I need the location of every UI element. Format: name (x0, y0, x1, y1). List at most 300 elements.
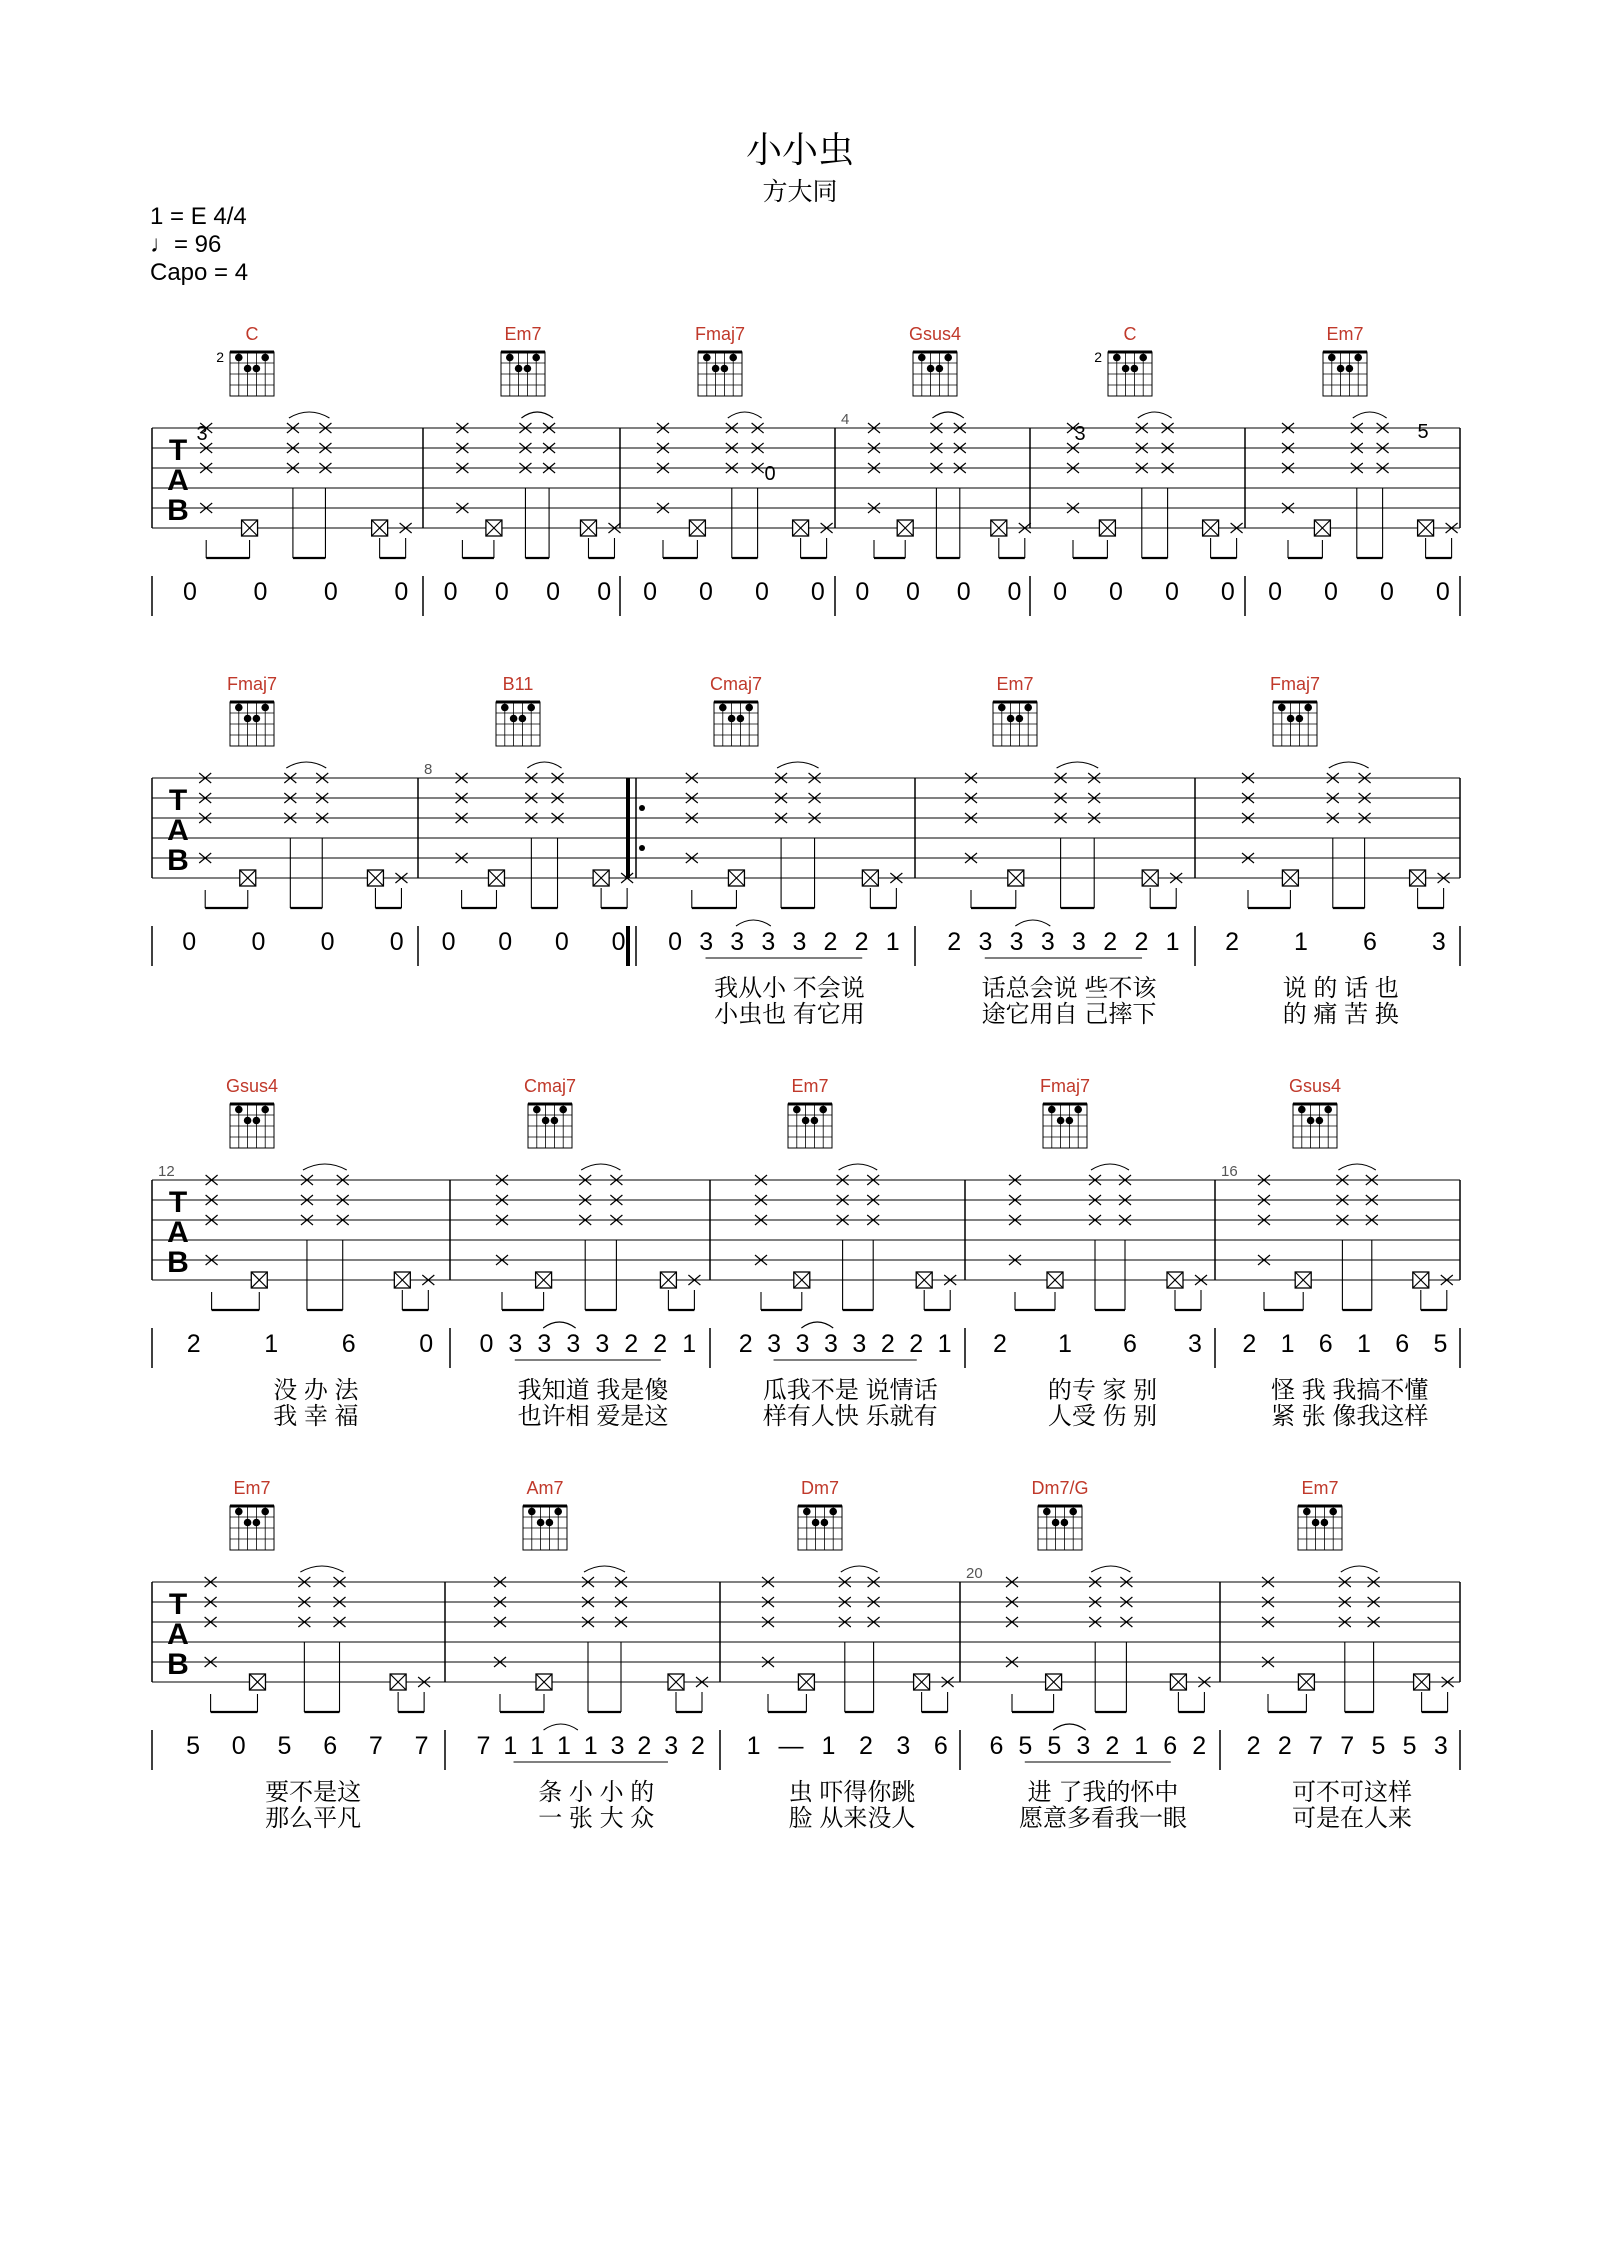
numbered-note: 2 (993, 1330, 1007, 1358)
muted-strum (249, 1674, 265, 1690)
numbered-note: 3 (823, 1330, 838, 1358)
chord-name: Em7 (233, 1478, 271, 1498)
lyric-line-1: 没 办 法 (273, 1377, 359, 1404)
numbered-note: 0 (1109, 578, 1123, 606)
muted-strum (1099, 520, 1115, 536)
chord-finger-dot (1321, 1519, 1329, 1527)
numbered-note: 0 (479, 1330, 494, 1358)
chord-finger-dot (1298, 1106, 1306, 1114)
numbered-note: 0 (389, 928, 404, 956)
muted-strum (1295, 1272, 1311, 1288)
tie-arc (1015, 920, 1050, 926)
chord-finger-dot (1328, 354, 1336, 362)
lyric-line-2: 可是在人来 (1292, 1805, 1412, 1832)
chord-finger-dot (1278, 704, 1286, 712)
tab-fret-number: 3 (1074, 423, 1086, 445)
numbered-note: 5 (1371, 1732, 1386, 1760)
numbered-note: 2 (1103, 928, 1118, 956)
lyric-line-2: 那么平凡 (265, 1805, 362, 1832)
chord-finger-dot (551, 1117, 559, 1125)
muted-strum (897, 520, 913, 536)
muted-strum (1167, 1272, 1183, 1288)
tab-system (152, 324, 1460, 616)
lyric-line-2: 也许相 爱是这 (517, 1403, 669, 1430)
numbered-note: 0 (1053, 578, 1068, 606)
lyric-line-1: 话总会说 些不该 (981, 975, 1157, 1002)
chord-finger-dot (1024, 704, 1032, 712)
numbered-note: 3 (566, 1330, 581, 1358)
numbered-note: 3 (1076, 1732, 1091, 1760)
muted-strum (1008, 870, 1024, 886)
chord-diagram (230, 702, 274, 746)
chord-finger-dot (1052, 1519, 1060, 1527)
chord-start-fret: 2 (1094, 349, 1102, 365)
tie-arc (581, 1164, 620, 1170)
numbered-note: 0 (546, 578, 560, 606)
chord-finger-dot (244, 1519, 252, 1527)
tab-clef-letter: B (167, 494, 189, 527)
tab-fret-number: 0 (764, 463, 776, 485)
lyric-line-1: 怪 我 我搞不懂 (1271, 1377, 1429, 1404)
chord-finger-dot (712, 365, 720, 373)
tab-clef-letter: A (167, 1618, 189, 1651)
numbered-note: 6 (933, 1732, 948, 1760)
numbered-note: 3 (792, 928, 807, 956)
chord-name: Em7 (996, 674, 1034, 694)
numbered-note: 2 (909, 1330, 924, 1358)
numbered-note: 0 (906, 578, 920, 606)
tab-clef-letter: B (167, 844, 189, 877)
numbered-note: 1 (885, 928, 900, 956)
numbered-note: 3 (595, 1330, 610, 1358)
numbered-note: — (778, 1732, 804, 1760)
chord-finger-dot (253, 365, 261, 373)
muted-strum (991, 520, 1007, 536)
muted-strum (1203, 520, 1219, 536)
tie-arc (728, 412, 762, 418)
chord-finger-dot (524, 365, 532, 373)
muted-strum (793, 520, 809, 536)
numbered-note: 0 (231, 1732, 246, 1760)
chord-finger-dot (1346, 365, 1354, 373)
numbered-note: 0 (182, 928, 197, 956)
muted-strum (536, 1674, 552, 1690)
numbered-note: 1 (1165, 928, 1180, 956)
tab-clef-letter: B (167, 1648, 189, 1681)
chord-finger-dot (235, 1508, 243, 1516)
chord-finger-dot (811, 1117, 819, 1125)
numbered-note: 3 (1009, 928, 1024, 956)
chord-finger-dot (1337, 365, 1345, 373)
tie-arc (544, 1724, 578, 1730)
tie-arc (543, 1322, 575, 1328)
numbered-note: 2 (880, 1330, 895, 1358)
lyric-line-1: 进 了我的怀中 (1027, 1779, 1179, 1806)
muted-strum (593, 870, 609, 886)
chord-diagram (230, 352, 274, 396)
numbered-note: 1 (503, 1732, 518, 1760)
capo-marking: Capo = 4 (150, 259, 249, 286)
tie-arc (932, 412, 963, 418)
tie-arc (841, 1566, 878, 1572)
numbered-note: 2 (691, 1732, 705, 1760)
repeat-dot (639, 845, 645, 851)
lyric-line-2: 样有人快 乐就有 (762, 1403, 938, 1430)
tab-fret-number: 5 (1417, 421, 1429, 443)
numbered-note: 6 (341, 1330, 356, 1358)
numbered-note: 3 (978, 928, 993, 956)
tempo-marking: ♩= 96 (150, 231, 222, 258)
chord-finger-dot (527, 704, 535, 712)
chord-name: Dm7/G (1031, 1478, 1089, 1498)
numbered-note: 6 (1318, 1330, 1333, 1358)
chord-diagram (501, 352, 545, 396)
muted-strum (798, 1674, 814, 1690)
tie-arc (303, 1164, 347, 1170)
lyric-line-1: 瓜我不是 说情话 (762, 1377, 938, 1404)
chord-diagram (1323, 352, 1367, 396)
numbered-note: 3 (896, 1732, 911, 1760)
muted-strum (660, 1272, 676, 1288)
muted-strum (367, 870, 383, 886)
chord-finger-dot (546, 1519, 554, 1527)
numbered-note: 3 (795, 1330, 810, 1358)
numbered-note: 0 (182, 578, 197, 606)
numbered-note: 2 (624, 1330, 639, 1358)
tab-systems (152, 324, 1460, 1832)
numbered-note: 2 (186, 1330, 201, 1358)
chord-finger-dot (944, 354, 952, 362)
chord-finger-dot (510, 715, 518, 723)
tie-arc (777, 762, 818, 768)
chord-name: Gsus4 (225, 1076, 279, 1096)
chord-diagram (714, 702, 758, 746)
chord-finger-dot (253, 1519, 261, 1527)
tab-clef-letter: T (168, 1186, 188, 1219)
artist-name: 方大同 (762, 178, 838, 206)
numbered-note: 2 (738, 1330, 753, 1358)
chord-finger-dot (506, 354, 514, 362)
chord-finger-dot (528, 1508, 536, 1516)
chord-finger-dot (261, 1508, 269, 1516)
tie-arc (1353, 412, 1387, 418)
chord-diagram (913, 352, 957, 396)
chord-finger-dot (1043, 1508, 1051, 1516)
chord-name: B11 (502, 674, 534, 694)
chord-finger-dot (1287, 715, 1295, 723)
tie-arc (1091, 1566, 1130, 1572)
numbered-note: 1 (1134, 1732, 1149, 1760)
numbered-note: 5 (1402, 1732, 1417, 1760)
lyric-line-1: 我知道 我是傻 (517, 1377, 669, 1404)
numbered-note: 6 (323, 1732, 338, 1760)
muted-strum (394, 1272, 410, 1288)
chord-finger-dot (728, 715, 736, 723)
chord-finger-dot (1304, 704, 1312, 712)
muted-strum (668, 1674, 684, 1690)
muted-strum (794, 1272, 810, 1288)
chord-finger-dot (533, 1106, 541, 1114)
lyric-line-2: 愿意多看我一眼 (1019, 1805, 1187, 1832)
chord-name: Em7 (1326, 324, 1364, 344)
chord-name: Fmaj7 (1039, 1076, 1091, 1096)
numbered-note: 3 (610, 1732, 625, 1760)
chord-finger-dot (918, 354, 926, 362)
chord-diagram (993, 702, 1037, 746)
tab-clef-letter: T (168, 784, 188, 817)
chord-diagram (1108, 352, 1152, 396)
tab-clef-letter: B (167, 1246, 189, 1279)
chord-finger-dot (1048, 1106, 1056, 1114)
chord-name: Gsus4 (1288, 1076, 1342, 1096)
chord-finger-dot (1069, 1508, 1077, 1516)
tie-arc (736, 920, 771, 926)
numbered-note: 2 (854, 928, 869, 956)
numbered-note: 3 (664, 1732, 679, 1760)
chord-finger-dot (927, 365, 935, 373)
chord-finger-dot (721, 365, 729, 373)
chord-finger-dot (745, 704, 753, 712)
lyric-line-1: 可不可这样 (1292, 1779, 1412, 1806)
chord-finger-dot (812, 1519, 820, 1527)
numbered-note: 7 (1309, 1732, 1323, 1760)
chord-name: Em7 (1301, 1478, 1339, 1498)
tie-arc (1341, 1566, 1378, 1572)
chord-finger-dot (737, 715, 745, 723)
chord-name: Cmaj7 (523, 1076, 577, 1096)
numbered-note: 3 (1040, 928, 1055, 956)
lyric-line-2: 紧 张 像我这样 (1271, 1403, 1429, 1430)
numbered-note: 0 (1379, 578, 1394, 606)
bar-number: 16 (1221, 1163, 1238, 1180)
lyric-line-2: 一 张 大 众 (538, 1805, 655, 1832)
tie-arc (300, 1566, 343, 1572)
bar-number: 20 (966, 1565, 983, 1582)
chord-diagram (1038, 1506, 1082, 1550)
numbered-note: 0 (1324, 578, 1338, 606)
numbered-note: 1 (1357, 1330, 1371, 1358)
numbered-note: 0 (494, 578, 509, 606)
numbered-note: 0 (1007, 578, 1022, 606)
numbered-note: 3 (1431, 928, 1446, 956)
numbered-note: 0 (855, 578, 870, 606)
chord-finger-dot (1296, 715, 1304, 723)
chord-start-fret: 2 (216, 349, 224, 365)
numbered-note: 0 (1268, 578, 1283, 606)
numbered-note: 2 (1246, 1732, 1261, 1760)
chord-finger-dot (532, 354, 540, 362)
numbered-note: 2 (1105, 1732, 1120, 1760)
numbered-note: 3 (699, 928, 714, 956)
chord-finger-dot (1007, 715, 1015, 723)
numbered-note: 1 (583, 1732, 598, 1760)
numbered-note: 1 (1294, 928, 1308, 956)
chord-finger-dot (1324, 1106, 1332, 1114)
tie-arc (527, 762, 561, 768)
numbered-note: 0 (498, 928, 513, 956)
numbered-note: 3 (761, 928, 776, 956)
numbered-note: 6 (989, 1732, 1004, 1760)
chord-finger-dot (519, 715, 527, 723)
chord-name: Cmaj7 (709, 674, 763, 694)
muted-strum (486, 520, 502, 536)
numbered-note: 6 (1123, 1330, 1137, 1358)
chord-finger-dot (244, 1117, 252, 1125)
numbered-note: 5 (1047, 1732, 1062, 1760)
numbered-note: 0 (419, 1330, 434, 1358)
chord-finger-dot (998, 704, 1006, 712)
chord-finger-dot (1131, 365, 1139, 373)
muted-strum (728, 870, 744, 886)
chord-diagram (1293, 1104, 1337, 1148)
chord-finger-dot (235, 1106, 243, 1114)
numbered-note: 2 (1277, 1732, 1292, 1760)
muted-strum (1282, 870, 1298, 886)
chord-name: Dm7 (800, 1478, 840, 1498)
chord-finger-dot (1016, 715, 1024, 723)
tab-system (152, 674, 1460, 1028)
chord-finger-dot (1074, 1106, 1082, 1114)
chord-finger-dot (793, 1106, 801, 1114)
tie-arc (584, 1566, 625, 1572)
numbered-note: 3 (1188, 1330, 1202, 1358)
numbered-note: 1 (264, 1330, 279, 1358)
numbered-note: 0 (754, 578, 769, 606)
numbered-note: 1 (746, 1732, 761, 1760)
tie-arc (1057, 762, 1099, 768)
numbered-note: 0 (1435, 578, 1450, 606)
numbered-note: 0 (668, 928, 683, 956)
repeat-dot (639, 805, 645, 811)
numbered-note: 2 (1225, 928, 1240, 956)
numbered-note: 0 (253, 578, 268, 606)
tie-arc (1053, 1724, 1085, 1730)
muted-strum (1314, 520, 1330, 536)
numbered-note: 0 (320, 928, 335, 956)
tie-arc (1091, 1164, 1129, 1170)
chord-finger-dot (1066, 1117, 1074, 1125)
song-title: 小小虫 (745, 129, 855, 170)
chord-finger-dot (1057, 1117, 1065, 1125)
lyric-line-1: 说 的 话 也 (1282, 975, 1399, 1002)
chord-name: Fmaj7 (226, 674, 278, 694)
lyric-line-2: 脸 从来没人 (788, 1805, 916, 1832)
numbered-note: 7 (476, 1732, 491, 1760)
chord-finger-dot (1307, 1117, 1315, 1125)
chord-name: Gsus4 (908, 324, 962, 344)
numbered-note: 0 (1164, 578, 1179, 606)
numbered-note: 0 (597, 578, 612, 606)
chord-finger-dot (821, 1519, 829, 1527)
muted-strum (1046, 1674, 1062, 1690)
lyric-line-1: 我从小 不会说 (714, 975, 865, 1002)
muted-strum (1298, 1674, 1314, 1690)
numbered-note: 2 (823, 928, 838, 956)
tie-arc (801, 1322, 833, 1328)
muted-strum (390, 1674, 406, 1690)
numbered-note: 1 (1280, 1330, 1295, 1358)
numbered-note: 1 (821, 1732, 836, 1760)
chord-finger-dot (501, 704, 509, 712)
numbered-note: 2 (1192, 1732, 1207, 1760)
chord-finger-dot (253, 715, 261, 723)
numbered-note: 6 (1395, 1330, 1410, 1358)
chord-finger-dot (515, 365, 523, 373)
muted-strum (372, 520, 388, 536)
chord-diagram (788, 1104, 832, 1148)
muted-strum (862, 870, 878, 886)
numbered-note: 0 (251, 928, 266, 956)
chord-finger-dot (819, 1106, 827, 1114)
muted-strum (1418, 520, 1434, 536)
numbered-note: 0 (1220, 578, 1235, 606)
lyric-line-2: 人受 伤 别 (1047, 1403, 1158, 1430)
tie-arc (839, 1164, 878, 1170)
tie-arc (1138, 412, 1172, 418)
chord-diagram (1273, 702, 1317, 746)
chord-diagram (528, 1104, 572, 1148)
numbered-note: 3 (730, 928, 745, 956)
tie-arc (286, 762, 326, 768)
chord-diagram (798, 1506, 842, 1550)
lyric-line-2: 我 幸 福 (273, 1403, 359, 1430)
tab-clef-letter: A (167, 1216, 189, 1249)
chord-name: Em7 (791, 1076, 829, 1096)
numbered-note: 7 (1340, 1732, 1355, 1760)
numbered-note: 0 (956, 578, 971, 606)
lyric-line-1: 要不是这 (265, 1779, 362, 1806)
numbered-note: 0 (611, 928, 626, 956)
muted-strum (536, 1272, 552, 1288)
tab-system (152, 1478, 1460, 1832)
tab-clef-letter: A (167, 814, 189, 847)
chord-finger-dot (542, 1117, 550, 1125)
chord-finger-dot (1139, 354, 1147, 362)
muted-strum (488, 870, 504, 886)
chord-finger-dot (1061, 1519, 1069, 1527)
chord-finger-dot (1113, 354, 1121, 362)
numbered-note: 0 (443, 578, 458, 606)
numbered-note: 3 (767, 1330, 782, 1358)
bar-number: 8 (424, 761, 433, 778)
tab-clef-letter: T (168, 434, 188, 467)
chord-finger-dot (829, 1508, 837, 1516)
chord-finger-dot (244, 365, 252, 373)
numbered-note: 7 (368, 1732, 383, 1760)
chord-diagram (1298, 1506, 1342, 1550)
numbered-note: 2 (653, 1330, 668, 1358)
bar-number: 4 (841, 411, 850, 428)
numbered-note: 7 (414, 1732, 429, 1760)
chord-name: Fmaj7 (1269, 674, 1321, 694)
chord-name: Em7 (504, 324, 542, 344)
chord-finger-dot (261, 1106, 269, 1114)
chord-finger-dot (729, 354, 737, 362)
lyric-line-1: 虫 吓得你跳 (788, 1779, 916, 1806)
numbered-note: 2 (858, 1732, 873, 1760)
chord-finger-dot (1303, 1508, 1311, 1516)
muted-strum (914, 1674, 930, 1690)
numbered-note: 0 (554, 928, 569, 956)
numbered-note: 3 (852, 1330, 867, 1358)
tie-arc (1338, 1164, 1375, 1170)
tie-arc (1329, 762, 1369, 768)
numbered-note: 6 (1163, 1732, 1178, 1760)
lyric-line-1: 的专 家 别 (1047, 1377, 1158, 1404)
numbered-note: 0 (699, 578, 713, 606)
key-signature: 1 = E 4/4 (150, 203, 247, 230)
numbered-note: 0 (323, 578, 338, 606)
